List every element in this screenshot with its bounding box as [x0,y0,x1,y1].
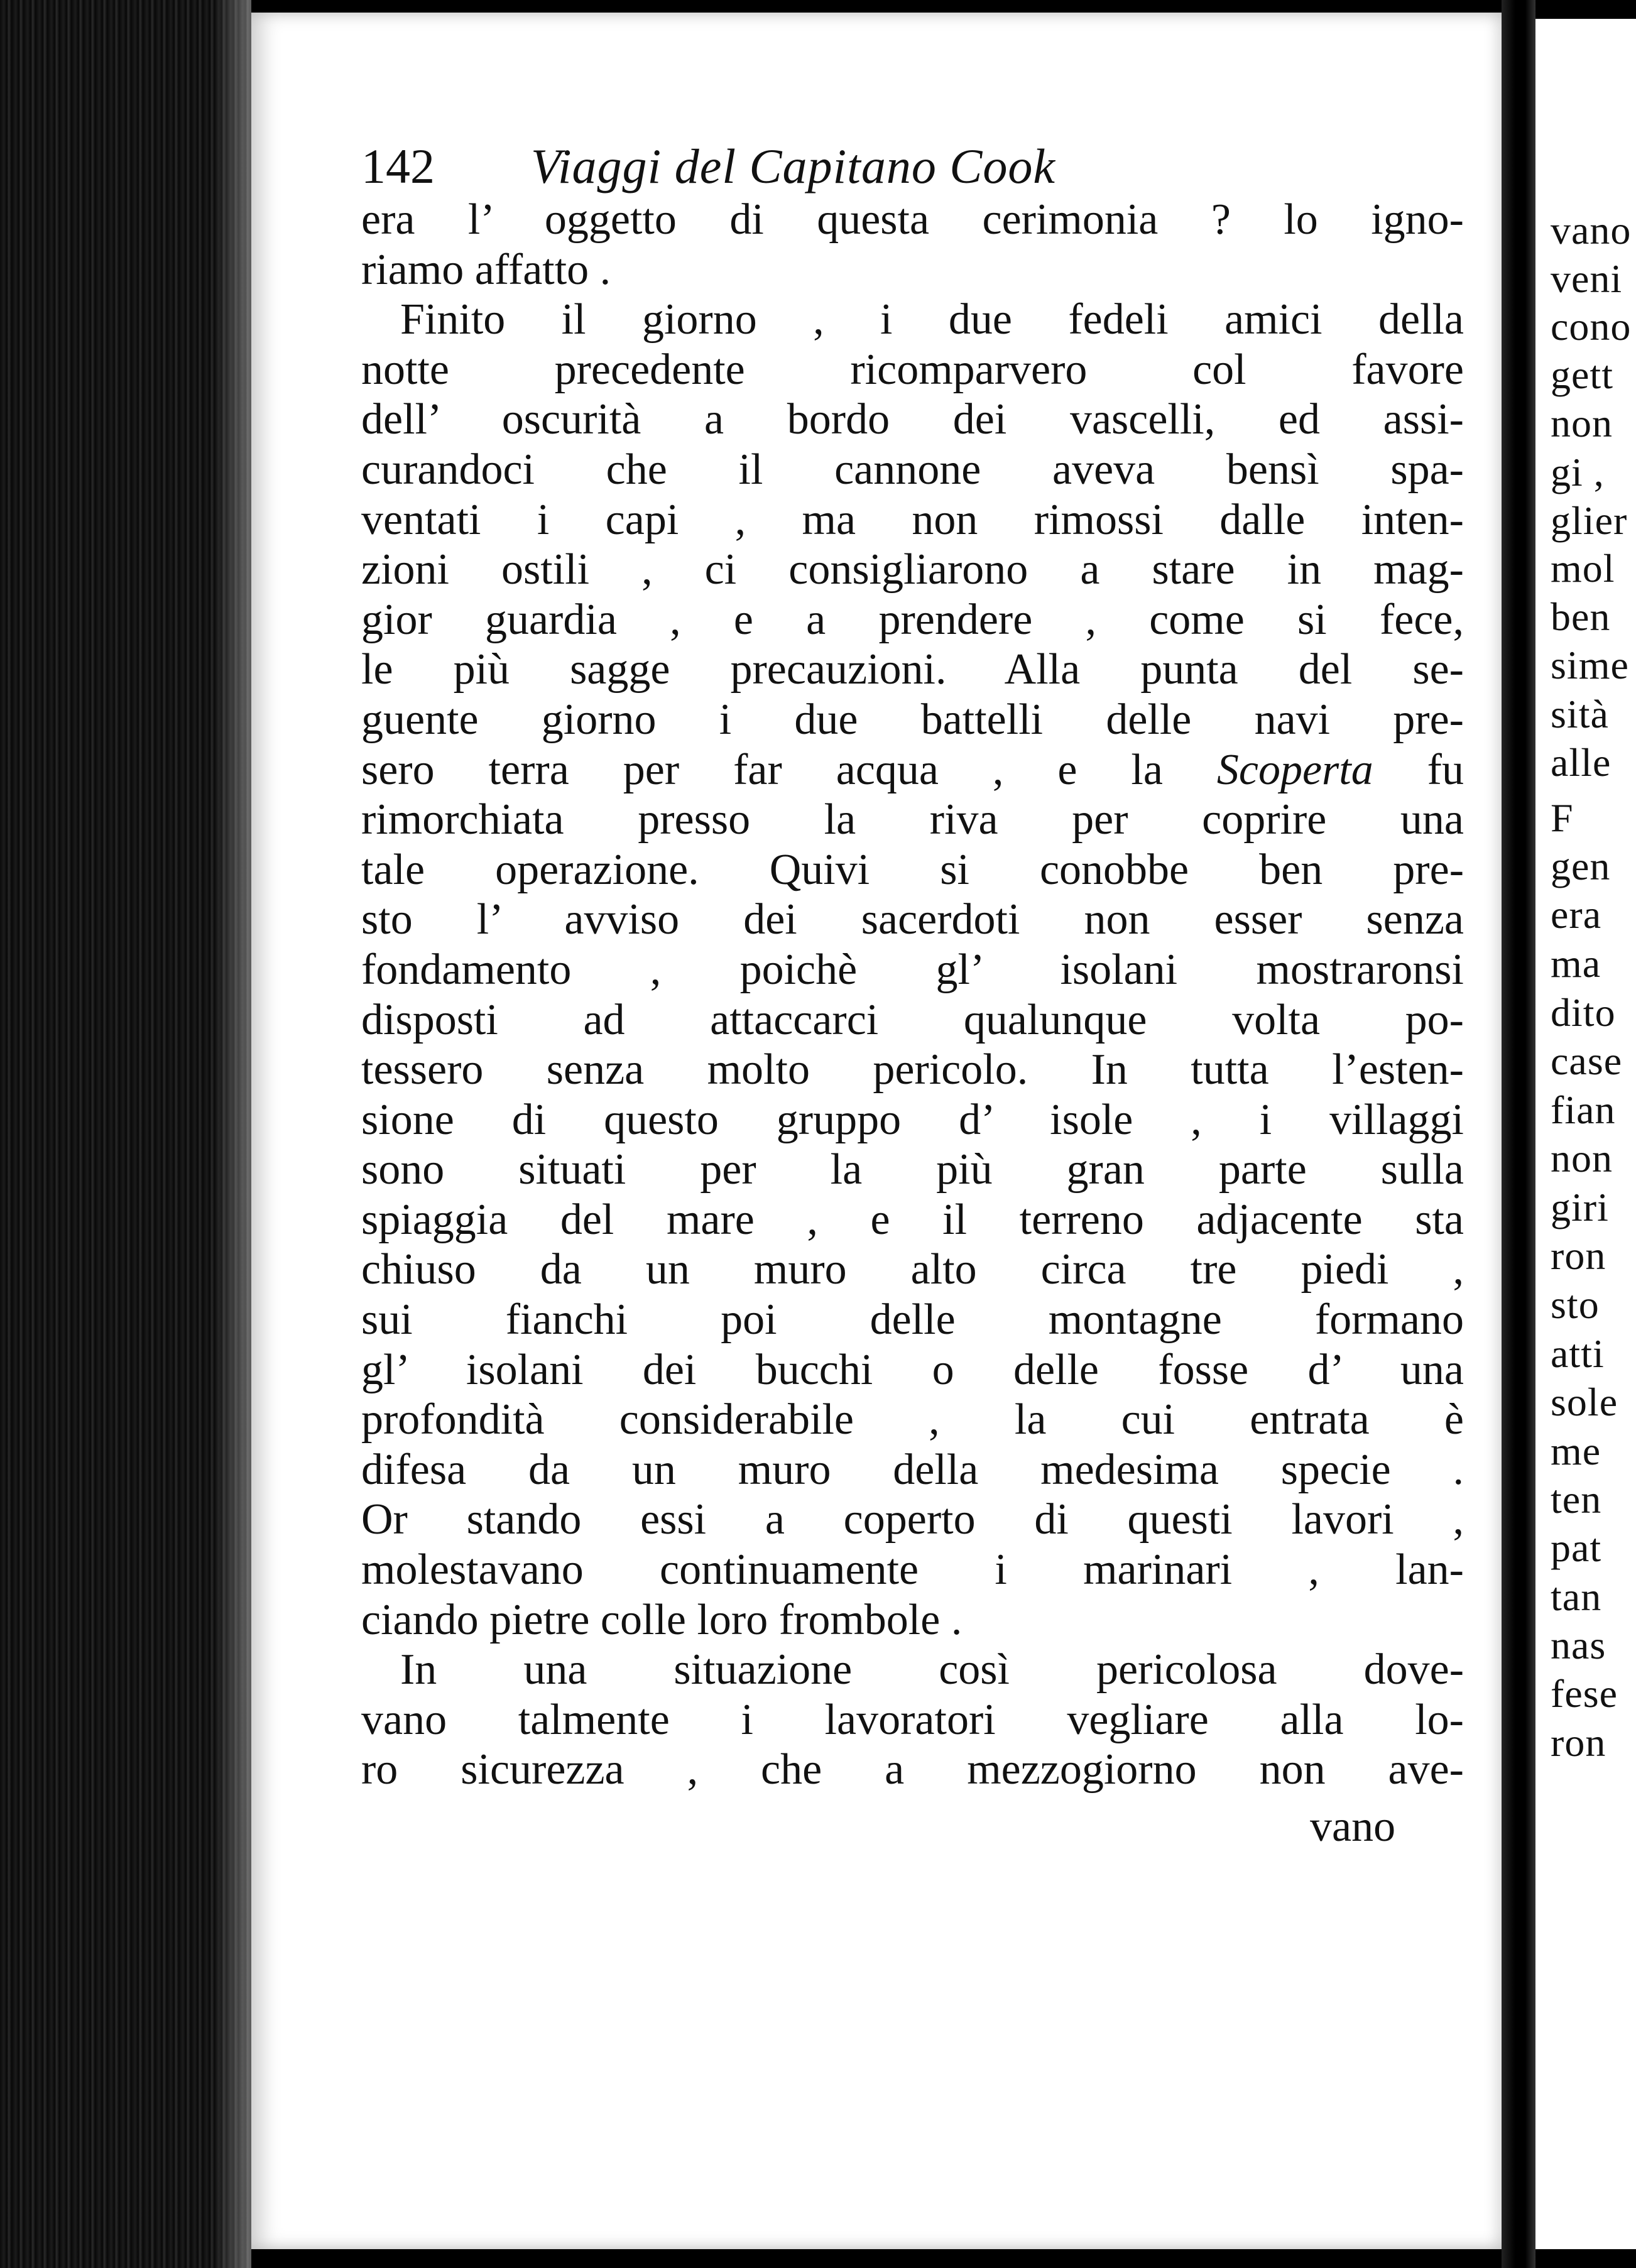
facing-page-fragment: gi , [1551,450,1605,494]
book-edge [0,0,251,2268]
text-segment: fu [1373,745,1464,794]
text-segment: sione di questo gruppo d’ isole , i villaggi [361,1095,1464,1144]
facing-page-fragment: ben [1551,594,1611,639]
text-segment: ciando pietre colle loro frombole . [361,1595,963,1644]
facing-page-fragment: glier [1551,498,1628,543]
text-line [361,395,1464,445]
text-line [361,945,1464,995]
facing-page-fragment: tan [1551,1574,1602,1619]
facing-page-fragment: veni [1551,256,1623,301]
text-line [361,195,1464,245]
text-segment: gior guardia , e a prendere , come si fece, [361,595,1464,644]
text-line [361,1095,1464,1145]
facing-page-fragment: atti [1551,1331,1605,1376]
text-line [361,995,1464,1045]
text-segment: vano talmente i lavoratori vegliare alla lo- [361,1695,1464,1744]
text-segment: zioni ostili , ci consigliarono a stare in mag- [361,545,1464,594]
text-segment: In una situazione così pericolosa dove- [400,1645,1464,1694]
facing-page-fragment: sto [1551,1282,1600,1327]
text-segment: rimorchiata presso la riva per coprire una [361,795,1464,844]
italic-word: Scoperta [1216,745,1373,794]
text-line [361,295,1464,345]
text-segment: sero terra per far acqua , e la [361,745,1217,794]
text-line [361,1395,1464,1445]
text-line [361,745,1464,795]
facing-page-fragment: pat [1551,1525,1602,1570]
text-line [361,1195,1464,1245]
text-segment: curandoci che il cannone aveva bensì spa- [361,445,1464,494]
text-line [361,495,1464,545]
facing-page-fragment: non [1551,1136,1613,1180]
text-segment: ro sicurezza , che a mezzogiorno non ave- [361,1745,1464,1794]
facing-page-fragment: sità [1551,692,1609,736]
text-line [361,1695,1464,1745]
facing-page-fragment: non [1551,401,1613,445]
text-segment: Or stando essi a coperto di questi lavori , [361,1495,1464,1544]
facing-page-fragment: me [1551,1429,1601,1473]
text-segment: disposti ad attaccarci qualunque volta po- [361,995,1464,1044]
text-segment: profondità considerabile , la cui entrata è [361,1395,1464,1444]
text-segment: guente giorno i due battelli delle navi pre- [361,695,1464,744]
text-line [361,645,1464,695]
text-segment: tale operazione. Quivi si conobbe ben pre- [361,845,1464,894]
running-head [361,138,1329,195]
text-segment: fondamento , poichè gl’ isolani mostraronsi [361,945,1464,994]
text-line [361,1745,1464,1795]
facing-page-fragment: ten [1551,1477,1602,1522]
text-segment: notte precedente ricomparvero col favore [361,345,1464,394]
text-line [361,1495,1464,1545]
text-segment: spiaggia del mare , e il terreno adjacente sta [361,1195,1464,1244]
text-line [361,1245,1464,1295]
text-line [361,1045,1464,1095]
text-segment: tessero senza molto pericolo. In tutta l’esten- [361,1045,1464,1094]
text-line [361,1345,1464,1395]
facing-page-fragment: alle [1551,740,1611,785]
text-segment: molestavano continuamente i marinari , lan- [361,1546,1464,1595]
page-number: 142 [361,139,435,194]
facing-page-fragment: era [1551,892,1602,937]
text-segment: era l’ oggetto di questa cerimonia ? lo igno- [361,195,1464,244]
text-segment: dell’ oscurità a bordo dei vascelli, ed assi- [361,395,1464,444]
facing-page-fragment: fese [1551,1671,1618,1716]
text-segment: sto l’ avviso dei sacerdoti non esser senza [361,895,1464,944]
facing-page-fragment: sime [1551,643,1629,687]
text-line [361,1545,1464,1595]
facing-page-fragment: mol [1551,546,1615,591]
text-line [361,845,1464,895]
facing-page-fragment: case [1551,1039,1623,1083]
text-segment: sono situati per la più gran parte sulla [361,1145,1464,1194]
text-line [361,545,1464,595]
text-line [361,1295,1464,1345]
facing-page-fragment: ma [1551,941,1601,986]
text-line [361,695,1464,745]
body-text [361,195,1464,1795]
facing-page-fragment: fian [1551,1088,1616,1132]
text-line [361,895,1464,945]
facing-page-fragment: gett [1551,352,1613,397]
text-line [361,445,1464,495]
facing-page [1535,19,1636,2249]
facing-page-fragment: vano [1551,208,1632,253]
text-segment: chiuso da un muro alto circa tre piedi , [361,1245,1464,1294]
text-segment: le più sagge precauzioni. Alla punta del se- [361,645,1464,694]
facing-page-fragment: dito [1551,990,1616,1035]
text-line [361,1595,1464,1645]
text-segment: riamo affatto . [361,245,611,294]
facing-page-fragment: ron [1551,1233,1606,1278]
text-segment: sui fianchi poi delle montagne formano [361,1295,1464,1344]
text-line [361,595,1464,645]
text-segment: ventati i capi , ma non rimossi dalle inten- [361,495,1464,544]
catchword: vano [1310,1802,1396,1851]
facing-page-fragment: gen [1551,844,1611,888]
facing-page-fragment: sole [1551,1380,1618,1424]
text-line [361,1145,1464,1195]
facing-page-fragment: F [1551,795,1574,840]
book-gutter [1502,0,1535,2268]
text-line [361,245,1464,295]
facing-page-fragment: cono [1551,304,1632,349]
text-segment: difesa da un muro della medesima specie . [361,1445,1464,1494]
text-line [361,1645,1464,1695]
facing-page-fragment: giri [1551,1185,1609,1229]
text-segment: Finito il giorno , i due fedeli amici della [400,295,1464,344]
text-line [361,795,1464,845]
text-line [361,345,1464,395]
facing-page-fragment: nas [1551,1623,1606,1667]
running-title: Viaggi del Capitano Cook [531,139,1056,194]
facing-page-fragment: ron [1551,1720,1606,1765]
text-line [361,1445,1464,1495]
text-segment: gl’ isolani dei bucchi o delle fosse d’ una [361,1345,1464,1394]
